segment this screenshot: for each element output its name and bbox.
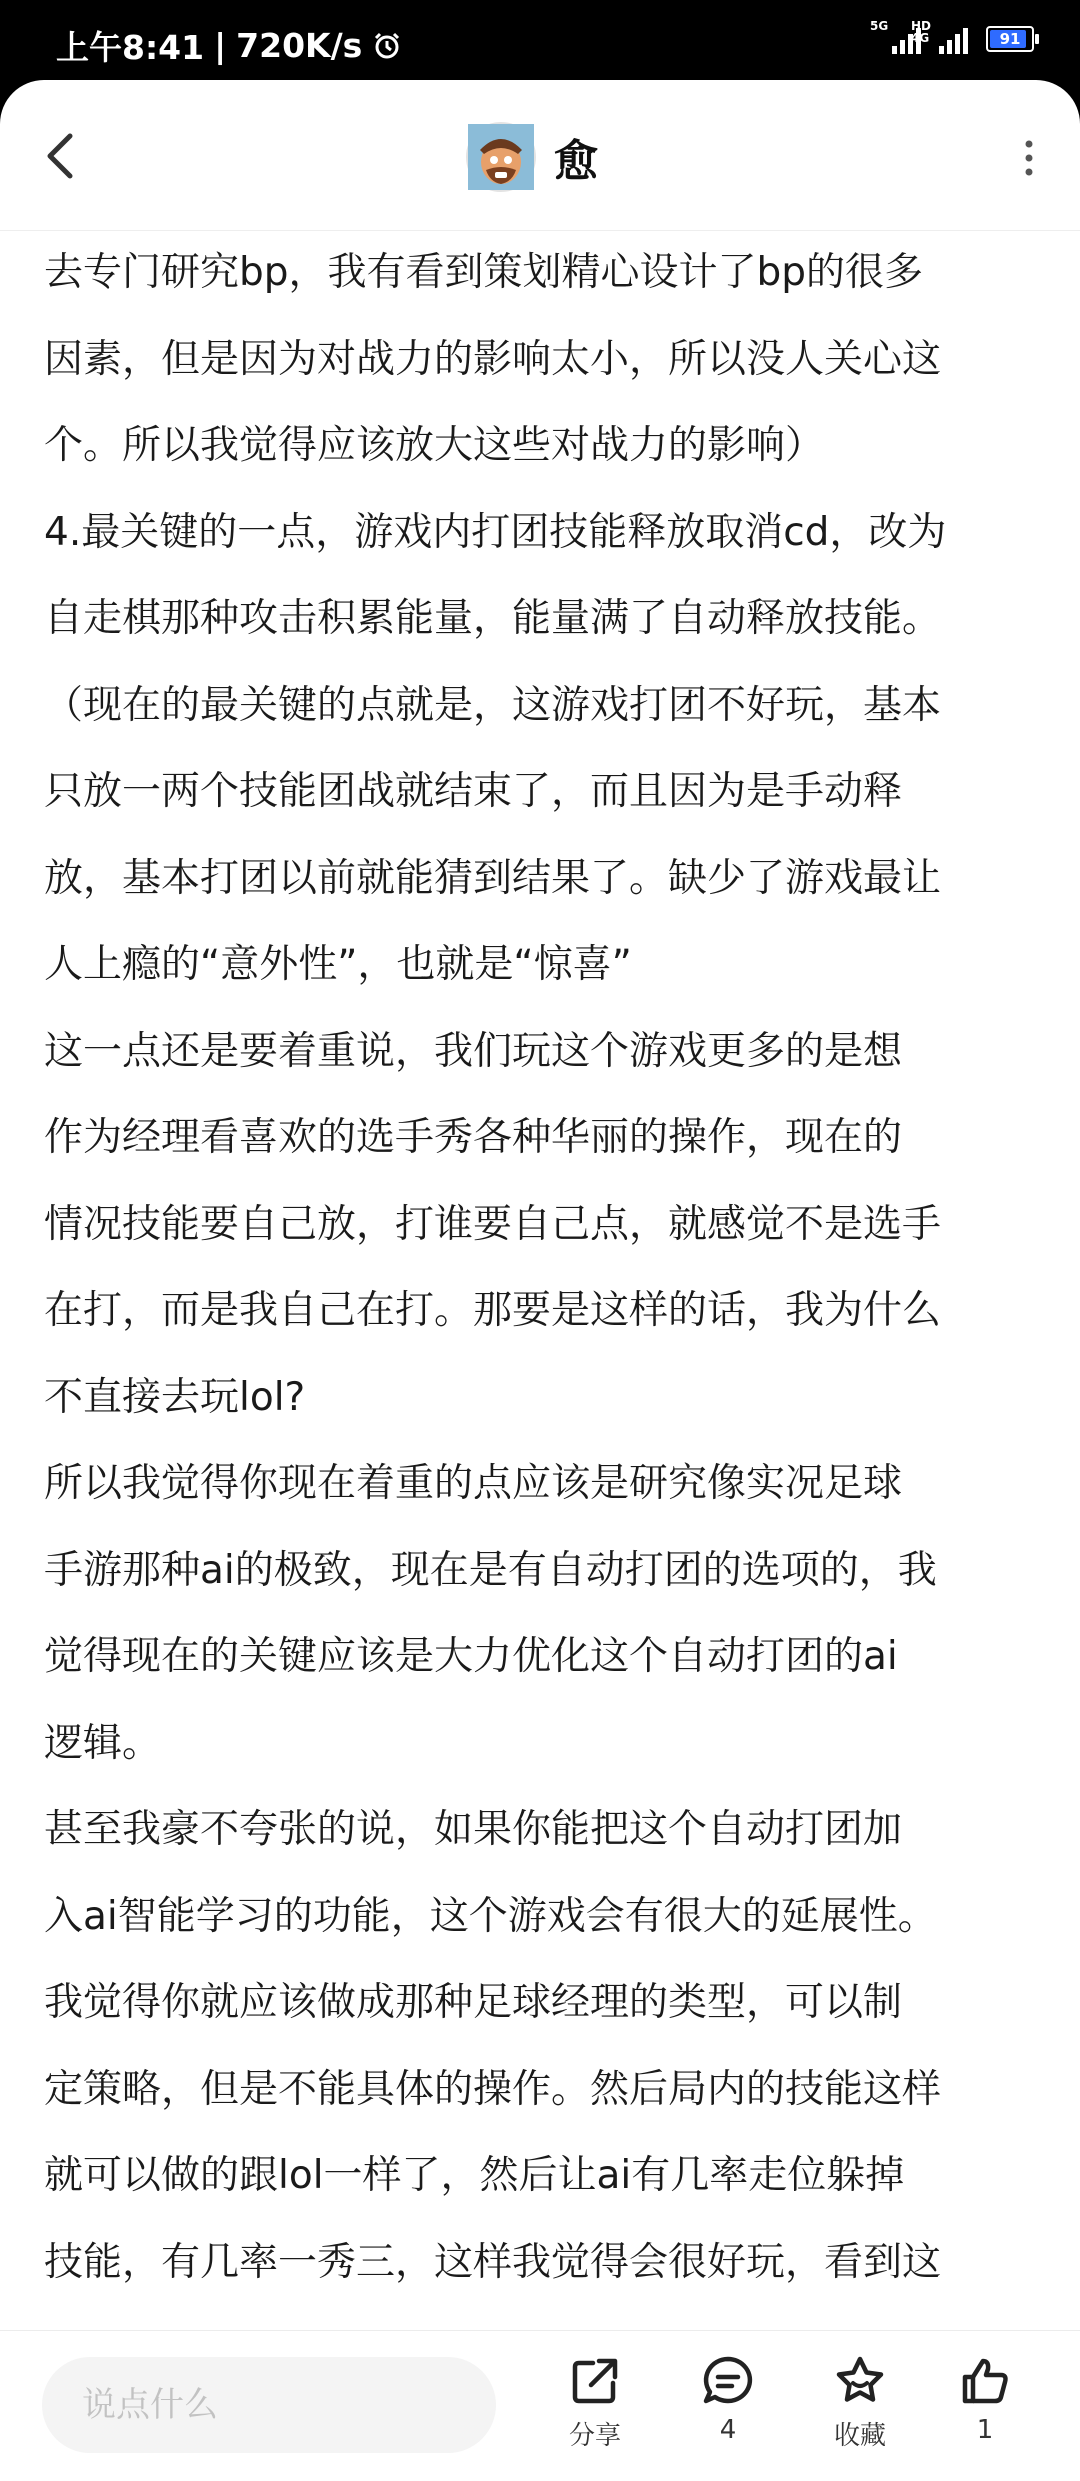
back-button[interactable]: [36, 128, 86, 184]
status-bar: [0, 0, 1080, 80]
post-line: 因素，但是因为对战力的影响太小，所以没人关心这: [44, 336, 942, 382]
post-line: 甚至我豪不夸张的说，如果你能把这个自动打团加: [44, 1807, 903, 1852]
post-line: 我觉得你就应该做成那种足球经理的类型，可以制: [44, 1980, 903, 2025]
post-line: 手游那种ai的极致，现在是有自动打团的选项的，我: [44, 1547, 937, 1593]
like-count: 1: [976, 2415, 994, 2445]
sim1-label: 5G: [870, 19, 889, 33]
author-header[interactable]: [466, 122, 598, 192]
post-sheet: [0, 80, 1080, 2451]
avatar-face-icon: [468, 124, 534, 190]
battery-level: 91: [999, 30, 1021, 48]
post-line: 觉得现在的关键应该是大力优化这个自动打团的ai: [44, 1634, 898, 1679]
share-button[interactable]: [540, 2353, 650, 2463]
post-line: 在打，而是我自己在打。那要是这样的话，我为什么: [44, 1288, 942, 1333]
comment-button[interactable]: [673, 2353, 783, 2463]
post-line: 入ai智能学习的功能，这个游戏会有很大的延展性。: [44, 1893, 937, 1939]
post-line: 去专门研究bp，我有看到策划精心设计了bp的很多: [44, 250, 924, 295]
alarm-icon: [372, 31, 402, 61]
avatar[interactable]: [466, 122, 536, 192]
thumbs-up-icon: [957, 2353, 1013, 2409]
post-line: 只放一两个技能团战就结束了，而且因为是手动释: [44, 769, 903, 814]
page-title: 愈: [554, 136, 598, 187]
post-line: 就可以做的跟lol一样了，然后让ai有几率走位躲掉: [44, 2153, 905, 2198]
post-line: 作为经理看喜欢的选手秀各种华丽的操作，现在的: [44, 1115, 903, 1160]
comment-icon: [700, 2353, 756, 2409]
status-time: 上午8:41: [56, 28, 205, 67]
top-nav: [0, 80, 1080, 231]
favorite-button[interactable]: [805, 2353, 915, 2463]
bottom-action-bar: [0, 2330, 1080, 2481]
post-body: [44, 230, 1044, 2306]
star-icon: [832, 2353, 888, 2409]
post-line: 这一点还是要着重说，我们玩这个游戏更多的是想: [44, 1028, 903, 1074]
comment-count: 4: [719, 2415, 737, 2445]
post-line: 不直接去玩lol?: [44, 1374, 306, 1420]
post-line: （现在的最关键的点就是，这游戏打团不好玩，基本: [44, 682, 942, 728]
more-options-button[interactable]: [1022, 138, 1036, 178]
signal-icon-sim2: [911, 19, 968, 54]
post-line: 所以我觉得你现在着重的点应该是研究像实况足球: [44, 1461, 903, 1506]
status-right: [870, 19, 1034, 54]
share-icon: [567, 2353, 623, 2409]
status-left: [56, 22, 402, 69]
post-line: 情况技能要自己放，打谁要自己点，就感觉不是选手: [44, 1201, 942, 1247]
favorite-label: 收藏: [833, 2421, 886, 2451]
post-line: 4.最关键的一点，游戏内打团技能释放取消cd，改为: [44, 509, 947, 555]
share-label: 分享: [568, 2421, 621, 2451]
post-line: 个。所以我觉得应该放大这些对战力的影响）: [44, 423, 825, 468]
network-speed: 720K/s: [236, 26, 363, 65]
post-line: 自走棋那种攻击积累能量，能量满了自动释放技能。: [44, 596, 942, 641]
post-line: 人上瘾的“意外性”，也就是“惊喜”: [44, 942, 632, 987]
chevron-left-icon: [36, 128, 86, 184]
post-line: 逻辑。: [44, 1720, 162, 1766]
battery-icon: [986, 26, 1034, 52]
post-line: 定策略，但是不能具体的操作。然后局内的技能这样: [44, 2066, 942, 2112]
post-line: 技能，有几率一秀三，这样我觉得会很好玩，看到这: [44, 2239, 942, 2285]
post-line: 放，基本打团以前就能猜到结果了。缺少了游戏最让: [44, 855, 942, 901]
sim2-label: HD 4G: [911, 19, 932, 45]
comment-input[interactable]: [42, 2357, 496, 2453]
like-button[interactable]: [930, 2353, 1040, 2463]
more-vertical-icon: [1022, 138, 1036, 178]
status-divider: |: [214, 26, 227, 65]
